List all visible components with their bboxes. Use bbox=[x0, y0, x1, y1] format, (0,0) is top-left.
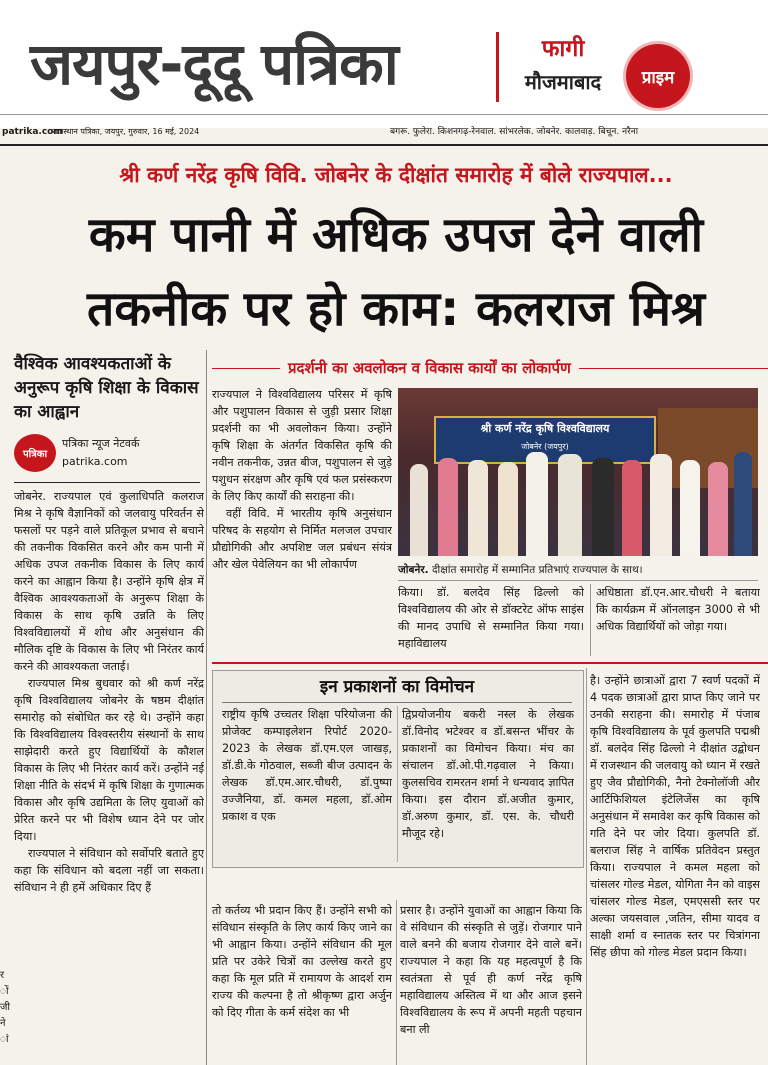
margin-fragment: ां bbox=[0, 1034, 9, 1045]
exhibition-heading: प्रदर्शनी का अवलोकन व विकास कार्यों का लोकार्पण bbox=[280, 356, 579, 380]
top-rule bbox=[0, 144, 768, 146]
photo-banner-text: श्री कर्ण नरेंद्र कृषि विश्वविद्यालय bbox=[480, 422, 610, 435]
photo-person bbox=[622, 460, 642, 556]
col1-body bbox=[14, 488, 204, 1064]
photo-person bbox=[680, 460, 700, 556]
margin-fragments bbox=[0, 968, 10, 1048]
bottom-divider1 bbox=[396, 900, 397, 1065]
section-rule bbox=[212, 662, 768, 664]
photo-person bbox=[650, 454, 672, 556]
photo-person bbox=[734, 452, 752, 556]
prime-badge-label: प्राइम bbox=[641, 67, 675, 88]
headline-line1: कम पानी में अधिक उपज देने वाली bbox=[88, 207, 704, 263]
col1-para: जोबनेर. राज्यपाल एवं कुलाधिपति कलराज मिश्र ने कृषि वैज्ञानिकों को जलवायु परिवर्तन से फसलों पर पड़ने वाले प्रतिकूल प्रभाव से बचाने की तकनीक विकसित करने और कम पानी में अधिक उपज तकनीक विकास के लिए कार्य करने का आह्वान किया है। उन्होंने कृषि क्षेत्र में वैश्विक आवश्यकताओं के अनुरूप शिक्षा के विकास के साथ कृषि उन्नति के लिए विश्वविद्यालयों में शोध और अनुसंधान की मौलिक दृष्टि के विकास के लिए भी निरंतर कार्य करने की आवश्यकता जताई। bbox=[14, 490, 204, 673]
pub-col-divider bbox=[397, 706, 398, 862]
col1-para: राज्यपाल मिश्र बुधवार को श्री कर्ण नरेंद्र कृषि विश्वविद्यालय जोबनेर के षष्ठम दीक्षांत समारोह को संबोधित कर रहे थे। उन्होंने कहा कि विश्वविद्यालय विश्वस्तरीय संस्थानों के साथ साझेदारी करते हुए विद्यार्थियों के कौशल विकास के लिए भी निरंतर कार्य करें। उन्होंने नई शिक्षा नीति के संदर्भ में कृषि शिक्षा के गुणात्मक विकास और कृषि उद्यमिता के लिए युवाओं को प्रेरित करने पर भी विशेष ध्यान देने पर जोर दिया। bbox=[14, 677, 204, 843]
mid-divider bbox=[590, 584, 591, 656]
photo-person bbox=[708, 462, 728, 556]
photo-person bbox=[592, 458, 614, 556]
margin-fragment: ों bbox=[0, 986, 9, 997]
right-col-divider bbox=[586, 668, 587, 1065]
margin-fragment: जी bbox=[0, 1002, 11, 1013]
col1-para: राज्यपाल ने संविधान को सर्वोपरि बताते हुए कहा कि संविधान को बदला नहीं जा सकता। संविधान ने ही हमें अधिकार दिए हैं bbox=[14, 847, 204, 894]
kicker: श्री कर्ण नरेंद्र कृषि विवि. जोबनेर के दीक्षांत समारोह में बोले राज्यपाल... bbox=[119, 163, 673, 187]
margin-fragment: र bbox=[0, 970, 5, 981]
margin-fragment: ने bbox=[0, 1018, 6, 1029]
right-para bbox=[596, 584, 760, 656]
publications-heading-rule bbox=[222, 702, 572, 703]
byline-rule bbox=[14, 482, 200, 483]
patrika-logo-text: पत्रिका bbox=[22, 449, 48, 460]
publications-heading: इन प्रकाशनों का विमोचन bbox=[319, 677, 475, 697]
caption-rule bbox=[398, 580, 758, 581]
exhibition-body bbox=[212, 386, 392, 662]
pub-col1-text: राष्ट्रीय कृषि उच्चतर शिक्षा परियोजना की प्रोजेक्ट कम्पाइलेशन रिपोर्ट 2020-2023 के लेखक डॉ.एम.एल जाखड़, डॉ.डी.के गोठवाल, सब्जी बीज उत्पादन के लेखक डॉ.एम.आर.चौधरी, डॉ.पुष्पा उज्जैनिया, डॉ. कमल महला, डॉ.ओम प्रकाश व एक bbox=[222, 708, 392, 823]
pub-col2 bbox=[402, 706, 574, 862]
photo-person bbox=[526, 452, 548, 556]
bottom-col1-text: तो कर्तव्य भी प्रदान किए हैं। उन्होंने सभी को संविधान संस्कृति के लिए कार्य किए जाने का भी आह्वान किया। उन्होंने संविधान की मूल प्रति पर उकेरे चित्रों का उल्लेख करते हुए कहा कि मूल प्रति में रामायण के आदर्श राम राज्य की कल्पना है तो श्रीकृष्ण द्वारा अर्जुन को दिए गीता के कर्म संदेश का भी bbox=[212, 904, 392, 1019]
photo-person bbox=[410, 464, 428, 556]
right-col-text: है। उन्होंने छात्राओं द्वारा 7 स्वर्ण पदकों में 4 पदक छात्राओं द्वारा प्राप्त किए जाने पर उनकी सराहना की। समारोह में पंजाब कृषि विश्वविद्यालय के पूर्व कुलपति पद्मश्री डॉ. बलदेव सिंह ढिल्लो ने दीक्षांत उद्बोधन में राजस्थान की जलवायु को ध्यान में रखते हुए जैव प्रौद्योगिकी, नैनो टेक्नोलॉजी और आर्टिफिशियल इंटेलिजेंस का कृषि अनुसंधान में समावेश कर कृषि विकास को गति देने पर जोर दिया। कुलपति डॉ. बलराज सिंह ने वार्षिक प्रतिवेदन प्रस्तुत किया। राज्यपाल ने कमल महला को चांसलर गोल्ड मेडल, योगिता नैन को वाइस चांसलर गोल्ड मेडल, एमएससी स्तर पर अल्का जयसवाल ,जतिन, सीमा यादव व साक्षी शर्मा व स्नातक स्तर पर चित्रांगना सिंह छीपा को गोल्ड मेडल प्रदान किया। bbox=[590, 674, 760, 959]
edition-box bbox=[496, 32, 627, 102]
exhibition-para: वहीं विवि. में भारतीय कृषि अनुसंधान परिषद के सहयोग से निर्मित मलजल उपचार प्रौद्योगिकी और अपशिष्ट जल प्रबंधन संयंत्र और खेल पेवेलियन का भी लोकार्पण bbox=[212, 507, 392, 571]
photo-person bbox=[438, 458, 458, 556]
photo-caption-text: दीक्षांत समारोह में सम्मानित प्रतिभाएं राज्यपाल के साथ। bbox=[431, 564, 643, 576]
photo-caption-place: जोबनेर. bbox=[398, 564, 429, 576]
photo-person bbox=[468, 460, 488, 556]
masthead-title: जयपुर-दूदू पत्रिका bbox=[30, 30, 398, 98]
right-para-text: अधिष्ठाता डॉ.एन.आर.चौधरी ने बताया कि कार्यक्रम में ऑनलाइन 3000 से भी अधिक विद्यार्थियों को जोड़ा गया। bbox=[596, 586, 760, 633]
patrika-logo bbox=[14, 434, 56, 472]
photo-person bbox=[558, 454, 582, 556]
photo-banner-sub: जोबनेर (जयपुर) bbox=[521, 442, 569, 451]
pub-col1 bbox=[222, 706, 392, 862]
bottom-col2 bbox=[400, 902, 582, 1064]
mid-para bbox=[398, 584, 584, 656]
masthead-areas: बगरू. फुलेरा. किशनगढ़-रेनवाल. सांभरलेक. जोबनेर. कालवाड़. बिचून. नरैना bbox=[390, 127, 639, 137]
bottom-col1 bbox=[212, 902, 392, 1064]
right-col bbox=[590, 672, 760, 1064]
prime-badge bbox=[626, 44, 690, 108]
masthead-info-rule bbox=[0, 114, 768, 115]
subhead: वैश्विक आवश्यकताओं के अनुरूप कृषि शिक्षा के विकास का आह्वान bbox=[14, 354, 199, 422]
masthead bbox=[0, 0, 768, 137]
bottom-col2-text: प्रसार है। उन्होंने युवाओं का आह्वान किया कि वे संविधान की संस्कृति से जुड़ें। रोजगार पाने वाले बनने की बजाय रोजगार देने वाले बनें। राज्यपाल ने कहा कि यह महत्वपूर्ण है कि स्वतंत्रता से पूर्व ही कर्ण नरेंद्र कृषि महाविद्यालय अस्तित्व में था और आज इसने विश्वविद्यालय के रूप में अपनी महती पहचान बना ली bbox=[400, 904, 582, 1036]
byline-site: patrika.com bbox=[62, 455, 128, 468]
photo-person bbox=[498, 462, 518, 556]
mid-para-text: किया। डॉ. बलदेव सिंह ढिल्लो को विश्वविद्यालय की ओर से डॉक्टरेट ऑफ साइंस की मानद उपाधि से सम्मानित किया गया। महाविद्यालय bbox=[398, 586, 584, 650]
edition-line1: फागी bbox=[541, 36, 585, 62]
col1-divider bbox=[206, 350, 207, 1065]
ceremony-photo bbox=[398, 388, 758, 556]
pub-col2-text: द्विप्रयोजनीय बकरी नस्ल के लेखक डॉ.विनोद भटेश्वर व डॉ.बसन्त भींचर के प्रकाशनों का विमोचन किया। मंच का संचालन डॉ.ओ.पी.गढ़वाल ने किया। कुलसचिव रामरतन शर्मा ने धन्यवाद ज्ञापित किया। इस दौरान डॉ.अजीत कुमार, डॉ.अरुण कुमार, डॉ. एस. के. चौधरी मौजूद रहे। bbox=[402, 708, 574, 840]
exhibition-para: राज्यपाल ने विश्वविद्यालय परिसर में कृषि और पशुपालन विकास से जुड़ी प्रसार शिक्षा प्रदर्शनी का भी अवलोकन किया। उन्होंने कृषि शिक्षा के अंतर्गत विकसित कृषि की नवीन तकनीक, उन्नत बीज, पशुपालन से जुड़े पशुधन संरक्षण और कृषि एवं फल प्रसंस्करण के लिए किए कार्यों की सराहना की। bbox=[212, 388, 392, 503]
photo-caption bbox=[398, 562, 758, 578]
byline bbox=[14, 432, 200, 476]
edition-line2: मौजमाबाद bbox=[524, 70, 602, 94]
masthead-site: patrika.com bbox=[2, 127, 63, 137]
headline-line2: तकनीक पर हो काम: कलराज मिश्र bbox=[87, 281, 705, 337]
masthead-dateline: राजस्थान पत्रिका, जयपुर, गुरुवार, 16 मई, 2024 bbox=[52, 127, 200, 136]
byline-name: पत्रिका न्यूज नेटवर्क bbox=[62, 437, 140, 450]
